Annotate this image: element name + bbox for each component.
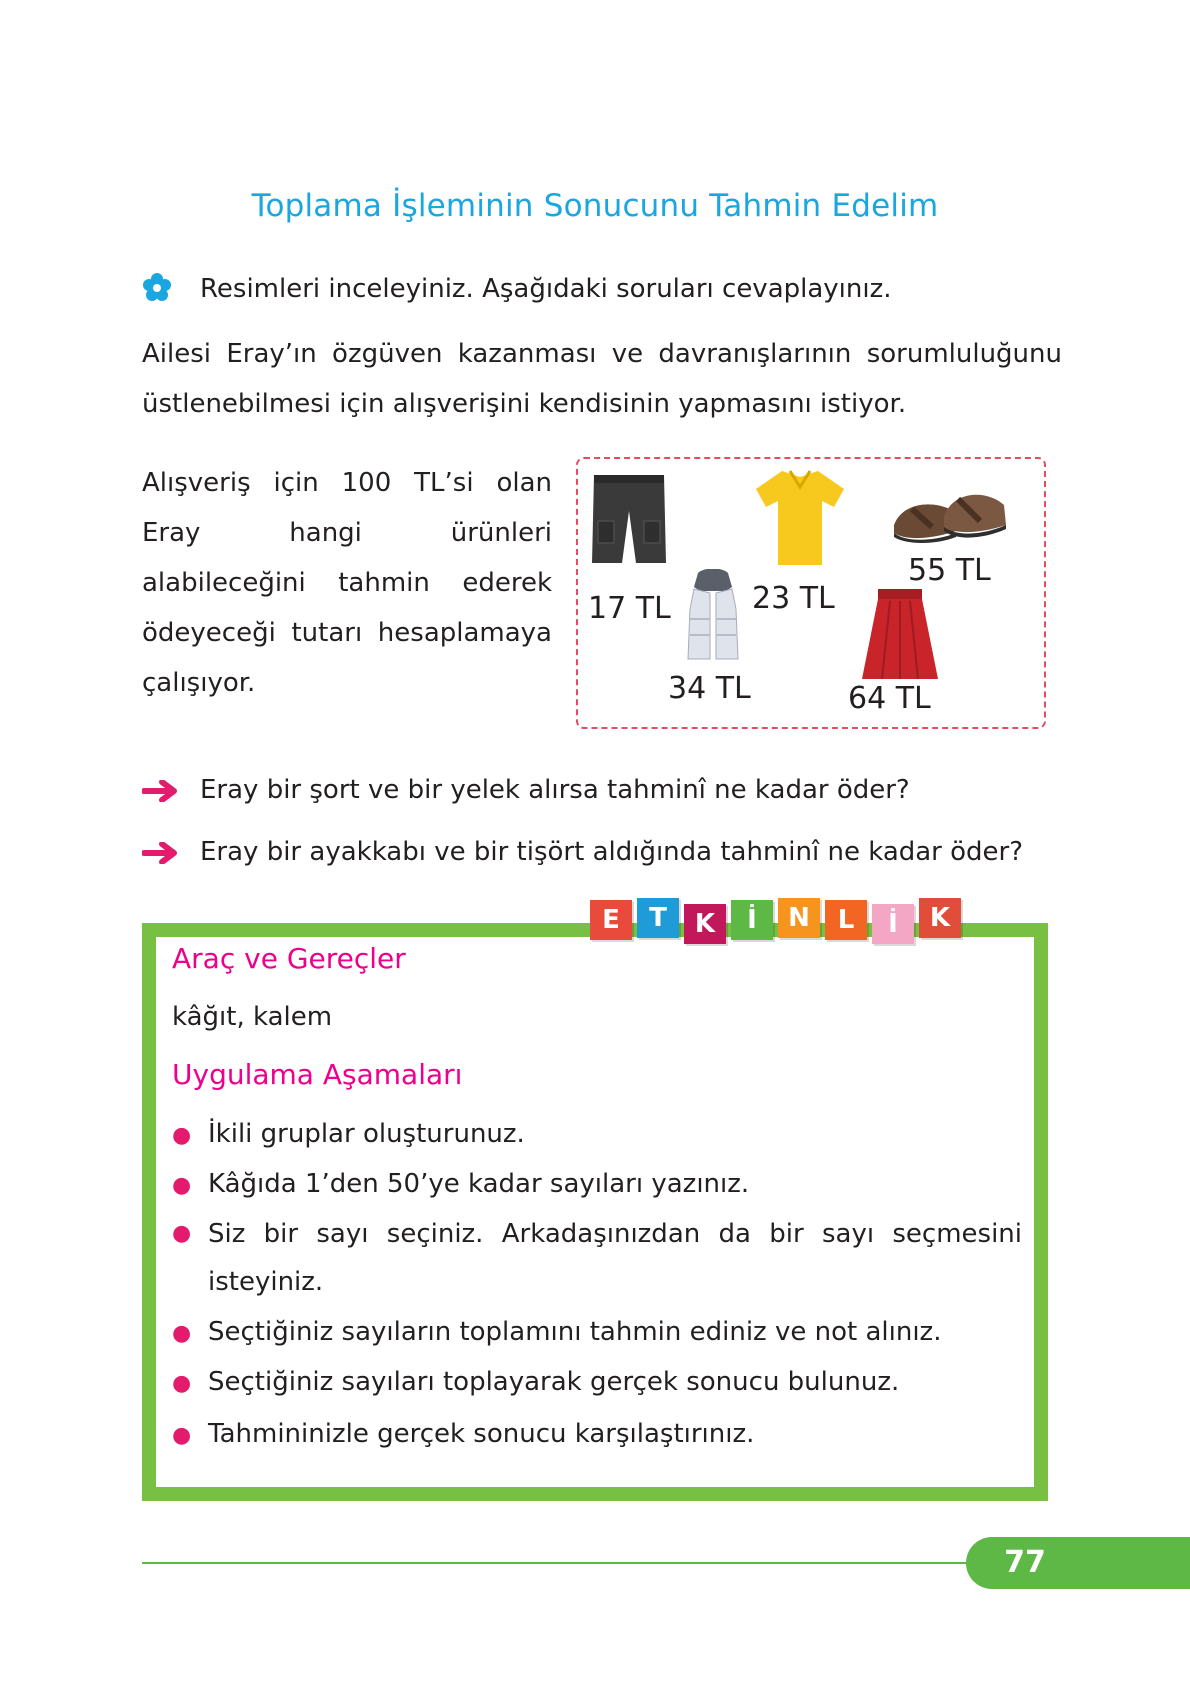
- vest-icon: [682, 569, 744, 661]
- list-item: ● Seçtiğiniz sayıları toplayarak gerçek sonucu bulunuz.: [172, 1367, 900, 1397]
- story-paragraph: Alışveriş için 100 TL’si olan Eray hangi ürünleri alabileceğini tahmin ederek ödeyeceği tutarı hesaplamaya çalışıyor.: [142, 468, 552, 698]
- footer-divider: [142, 1562, 1002, 1564]
- arrow-right-icon: [142, 842, 178, 864]
- list-item: ● Seçtiğiniz sayıların toplamını tahmin ediniz ve not alınız.: [172, 1317, 942, 1347]
- price-label: 17 TL: [588, 591, 671, 626]
- list-item: ● Siz bir sayı seçiniz. Arkadaşınızdan da bir sayı seçmesini isteyiniz.: [172, 1219, 1022, 1297]
- sandals-icon: [892, 481, 1008, 545]
- skirt-icon: [860, 587, 940, 683]
- activity-tile: K: [919, 898, 961, 938]
- tshirt-icon: [754, 467, 846, 567]
- product-box: [576, 457, 1046, 729]
- activity-tile: E: [590, 900, 632, 940]
- activity-tile: İ: [731, 900, 773, 940]
- activity-title-tiles: [590, 898, 961, 942]
- question-1: Eray bir şort ve bir yelek alırsa tahminî ne kadar öder?: [200, 775, 910, 805]
- tools-heading: Araç ve Gereçler: [172, 942, 406, 975]
- list-item: ● Tahmininizle gerçek sonucu karşılaştırınız.: [172, 1419, 755, 1449]
- price-label: 55 TL: [908, 553, 991, 588]
- page-number: 77: [1004, 1545, 1046, 1580]
- page-title: Toplama İşleminin Sonucunu Tahmin Edelim: [251, 188, 939, 224]
- price-label: 23 TL: [752, 581, 835, 616]
- activity-tile: İ: [872, 904, 914, 944]
- intro-paragraph: Ailesi Eray’ın özgüven kazanması ve davranışlarının sorumluluğunu üstlenebilmesi için alışverişini kendisinin yapmasını istiyor.: [142, 339, 1062, 419]
- arrow-right-icon: [142, 780, 178, 802]
- activity-tile: N: [778, 898, 820, 938]
- tools-text: kâğıt, kalem: [172, 1002, 333, 1032]
- flower-icon: [142, 272, 172, 302]
- activity-tile: K: [684, 904, 726, 944]
- price-label: 64 TL: [848, 681, 931, 716]
- steps-heading: Uygulama Aşamaları: [172, 1058, 463, 1091]
- activity-tile: T: [637, 898, 679, 938]
- list-item: ● İkili gruplar oluşturunuz.: [172, 1119, 525, 1149]
- shorts-icon: [590, 471, 668, 571]
- price-label: 34 TL: [668, 671, 751, 706]
- question-2: Eray bir ayakkabı ve bir tişört aldığında tahminî ne kadar öder?: [200, 837, 1024, 867]
- instruction-text: Resimleri inceleyiniz. Aşağıdaki soruları cevaplayınız.: [200, 274, 892, 304]
- activity-tile: L: [825, 900, 867, 940]
- list-item: ● Kâğıda 1’den 50’ye kadar sayıları yazınız.: [172, 1169, 750, 1199]
